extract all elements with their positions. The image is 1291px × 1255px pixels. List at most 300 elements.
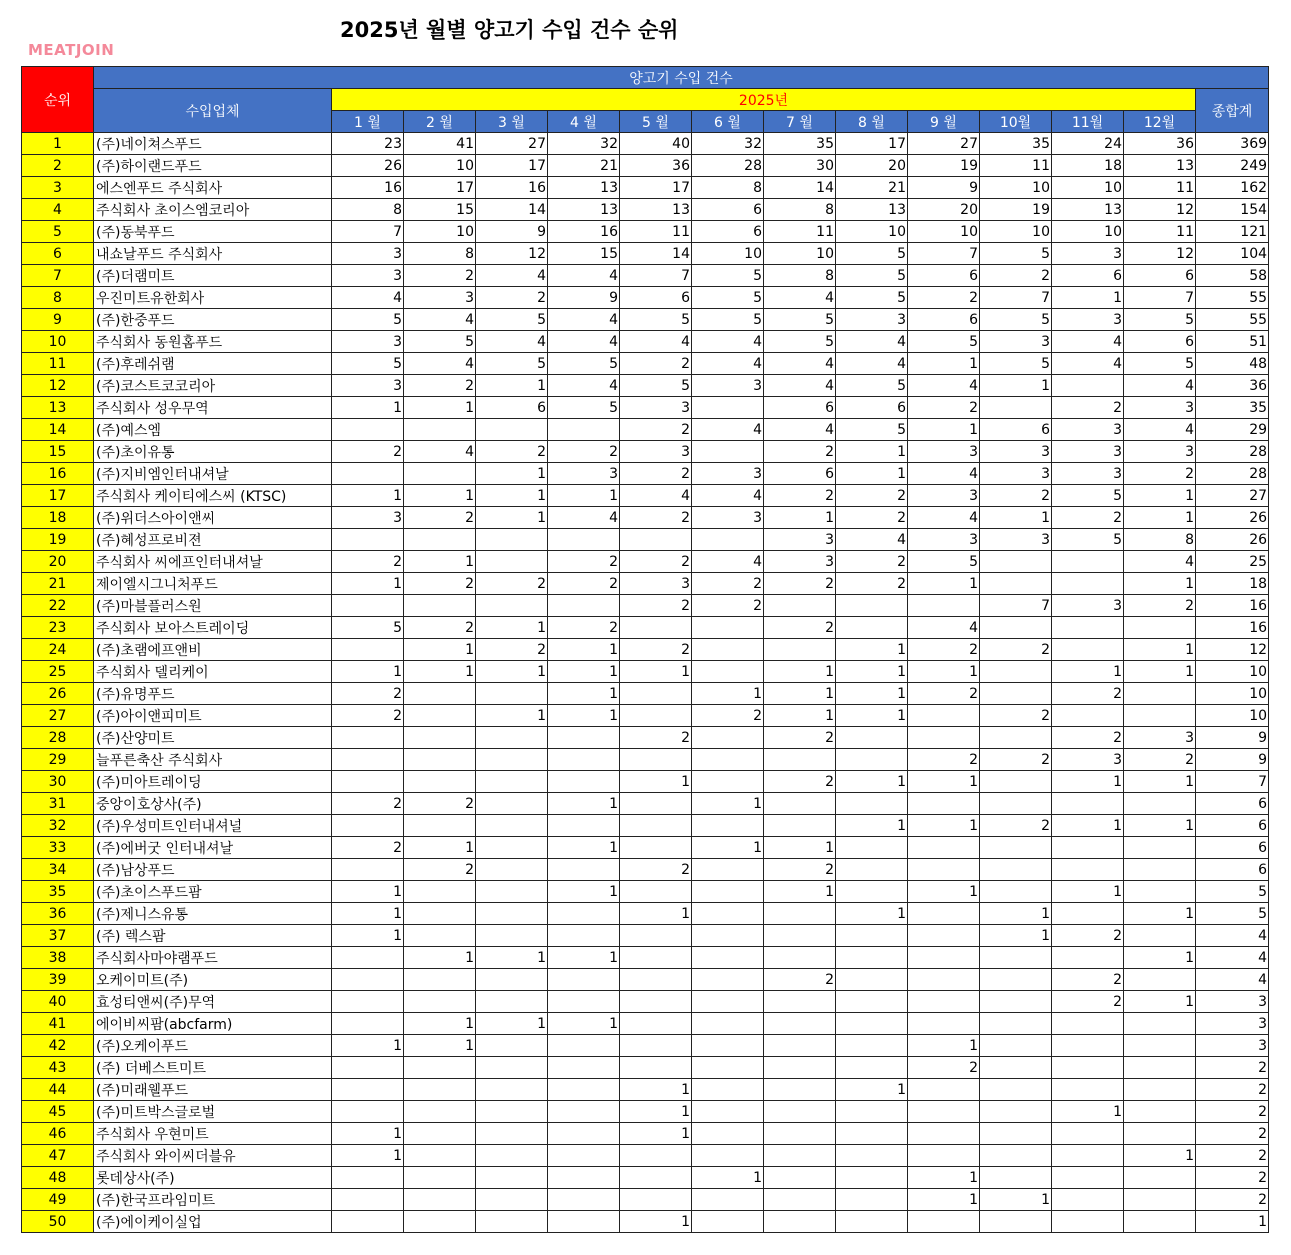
month-cell: 2 xyxy=(620,639,692,661)
month-cell xyxy=(836,727,908,749)
month-cell: 7 xyxy=(620,265,692,287)
total-cell: 121 xyxy=(1196,221,1269,243)
month-cell: 1 xyxy=(548,705,620,727)
rank-cell: 23 xyxy=(22,617,94,639)
month-cell: 3 xyxy=(332,375,404,397)
month-cell: 4 xyxy=(836,529,908,551)
total-cell: 58 xyxy=(1196,265,1269,287)
month-cell: 2 xyxy=(332,793,404,815)
month-cell xyxy=(1052,705,1124,727)
total-cell: 6 xyxy=(1196,815,1269,837)
month-cell: 1 xyxy=(620,771,692,793)
month-cell: 5 xyxy=(332,353,404,375)
month-cell xyxy=(980,617,1052,639)
month-cell xyxy=(980,661,1052,683)
month-cell xyxy=(980,683,1052,705)
month-cell: 2 xyxy=(764,727,836,749)
month-cell xyxy=(476,969,548,991)
month-cell: 3 xyxy=(620,397,692,419)
total-cell: 2 xyxy=(1196,1145,1269,1167)
month-cell: 3 xyxy=(1052,243,1124,265)
month-cell: 1 xyxy=(620,661,692,683)
month-cell xyxy=(1124,1211,1196,1233)
month-cell xyxy=(404,705,476,727)
month-cell xyxy=(1124,969,1196,991)
month-cell xyxy=(404,683,476,705)
month-cell: 7 xyxy=(980,287,1052,309)
month-cell: 12 xyxy=(1124,199,1196,221)
rank-cell: 5 xyxy=(22,221,94,243)
month-cell xyxy=(332,749,404,771)
rank-cell: 4 xyxy=(22,199,94,221)
month-cell xyxy=(404,881,476,903)
month-cell: 1 xyxy=(548,947,620,969)
total-cell: 36 xyxy=(1196,375,1269,397)
month-cell: 2 xyxy=(908,749,980,771)
month-cell: 1 xyxy=(836,463,908,485)
total-cell: 18 xyxy=(1196,573,1269,595)
total-cell: 1 xyxy=(1196,1211,1269,1233)
month-header-5: 5 월 xyxy=(620,111,692,133)
month-cell xyxy=(404,1211,476,1233)
month-cell xyxy=(620,1189,692,1211)
company-cell: 주식회사 성우무역 xyxy=(94,397,332,419)
total-cell: 25 xyxy=(1196,551,1269,573)
month-cell: 4 xyxy=(548,375,620,397)
table-row xyxy=(22,1035,1269,1057)
month-cell xyxy=(692,397,764,419)
month-header-3: 3 월 xyxy=(476,111,548,133)
month-cell: 4 xyxy=(908,507,980,529)
month-cell xyxy=(404,925,476,947)
table-row xyxy=(22,573,1269,595)
month-cell: 4 xyxy=(1052,331,1124,353)
month-cell xyxy=(1052,903,1124,925)
month-cell xyxy=(620,617,692,639)
month-cell xyxy=(1124,1189,1196,1211)
month-cell: 8 xyxy=(1124,529,1196,551)
total-header: 종합계 xyxy=(1196,89,1269,133)
month-cell xyxy=(908,925,980,947)
month-cell: 7 xyxy=(1124,287,1196,309)
month-cell xyxy=(980,727,1052,749)
company-cell: (주)마블플러스원 xyxy=(94,595,332,617)
page-title: 2025년 월별 양고기 수입 건수 순위 xyxy=(340,18,679,42)
company-cell: 롯데상사(주) xyxy=(94,1167,332,1189)
month-cell: 1 xyxy=(548,837,620,859)
table-row xyxy=(22,859,1269,881)
month-cell: 16 xyxy=(476,177,548,199)
month-cell xyxy=(404,815,476,837)
month-header-11: 11월 xyxy=(1052,111,1124,133)
month-cell: 4 xyxy=(404,309,476,331)
rank-cell: 42 xyxy=(22,1035,94,1057)
month-cell: 2 xyxy=(836,551,908,573)
month-cell xyxy=(692,749,764,771)
month-cell: 1 xyxy=(980,507,1052,529)
table-row xyxy=(22,903,1269,925)
company-cell: (주)하이랜드푸드 xyxy=(94,155,332,177)
company-cell: (주)초이스푸드팜 xyxy=(94,881,332,903)
month-cell: 4 xyxy=(332,287,404,309)
month-cell xyxy=(908,705,980,727)
month-cell xyxy=(908,1123,980,1145)
month-cell xyxy=(548,1035,620,1057)
month-cell xyxy=(332,639,404,661)
month-cell: 5 xyxy=(548,397,620,419)
company-cell: 에스엔푸드 주식회사 xyxy=(94,177,332,199)
month-cell xyxy=(404,771,476,793)
month-cell: 1 xyxy=(1124,771,1196,793)
month-cell xyxy=(404,1101,476,1123)
month-cell: 21 xyxy=(548,155,620,177)
month-cell xyxy=(908,1013,980,1035)
month-cell xyxy=(548,595,620,617)
month-cell: 11 xyxy=(1124,221,1196,243)
month-cell xyxy=(980,1079,1052,1101)
total-cell: 10 xyxy=(1196,683,1269,705)
table-row xyxy=(22,1189,1269,1211)
month-cell: 5 xyxy=(764,331,836,353)
month-cell xyxy=(836,595,908,617)
month-cell xyxy=(1124,1123,1196,1145)
month-cell xyxy=(764,1035,836,1057)
rank-cell: 18 xyxy=(22,507,94,529)
total-cell: 26 xyxy=(1196,507,1269,529)
month-cell xyxy=(332,1211,404,1233)
month-cell: 1 xyxy=(836,661,908,683)
month-cell: 17 xyxy=(476,155,548,177)
total-cell: 4 xyxy=(1196,925,1269,947)
month-cell xyxy=(764,1123,836,1145)
month-cell: 1 xyxy=(332,573,404,595)
month-cell: 1 xyxy=(404,947,476,969)
month-cell xyxy=(764,815,836,837)
month-cell xyxy=(620,1145,692,1167)
month-cell: 5 xyxy=(332,309,404,331)
month-cell: 1 xyxy=(620,1101,692,1123)
month-cell: 8 xyxy=(404,243,476,265)
rank-cell: 36 xyxy=(22,903,94,925)
month-cell: 1 xyxy=(908,881,980,903)
month-cell: 35 xyxy=(764,133,836,155)
month-cell xyxy=(1052,1057,1124,1079)
month-cell: 2 xyxy=(620,353,692,375)
month-cell: 1 xyxy=(548,881,620,903)
total-cell: 2 xyxy=(1196,1167,1269,1189)
month-cell xyxy=(332,419,404,441)
rank-cell: 35 xyxy=(22,881,94,903)
month-cell xyxy=(764,1189,836,1211)
rank-cell: 41 xyxy=(22,1013,94,1035)
month-cell xyxy=(764,1101,836,1123)
company-cell: (주)오케이푸드 xyxy=(94,1035,332,1057)
month-cell: 4 xyxy=(1052,353,1124,375)
month-cell: 6 xyxy=(620,287,692,309)
month-cell: 3 xyxy=(332,331,404,353)
company-cell: (주)더램미트 xyxy=(94,265,332,287)
month-cell xyxy=(476,1101,548,1123)
total-cell: 51 xyxy=(1196,331,1269,353)
month-cell: 1 xyxy=(980,903,1052,925)
month-cell: 1 xyxy=(332,397,404,419)
month-cell: 13 xyxy=(620,199,692,221)
rank-cell: 39 xyxy=(22,969,94,991)
month-cell xyxy=(908,727,980,749)
company-cell: (주)코스트코코리아 xyxy=(94,375,332,397)
table-row xyxy=(22,815,1269,837)
month-cell: 5 xyxy=(908,551,980,573)
table-row xyxy=(22,947,1269,969)
month-cell: 2 xyxy=(836,507,908,529)
month-header-6: 6 월 xyxy=(692,111,764,133)
month-cell: 6 xyxy=(1124,331,1196,353)
month-cell: 14 xyxy=(620,243,692,265)
month-cell: 3 xyxy=(908,485,980,507)
month-cell: 5 xyxy=(836,375,908,397)
month-cell xyxy=(620,881,692,903)
table-row xyxy=(22,1167,1269,1189)
month-cell xyxy=(404,1123,476,1145)
month-cell xyxy=(908,837,980,859)
month-cell: 36 xyxy=(620,155,692,177)
month-cell: 3 xyxy=(1124,727,1196,749)
month-cell: 3 xyxy=(620,441,692,463)
month-cell xyxy=(1124,1079,1196,1101)
month-cell xyxy=(404,595,476,617)
month-cell xyxy=(332,1167,404,1189)
month-cell: 3 xyxy=(764,529,836,551)
month-cell xyxy=(1124,705,1196,727)
month-cell xyxy=(476,595,548,617)
month-cell: 3 xyxy=(548,463,620,485)
rank-cell: 11 xyxy=(22,353,94,375)
month-cell xyxy=(548,1123,620,1145)
company-cell: (주)미래웰푸드 xyxy=(94,1079,332,1101)
table-row xyxy=(22,705,1269,727)
month-cell: 2 xyxy=(764,771,836,793)
month-cell: 3 xyxy=(980,441,1052,463)
table-row xyxy=(22,155,1269,177)
month-cell: 6 xyxy=(692,199,764,221)
company-cell: 중앙이호상사(주) xyxy=(94,793,332,815)
month-cell: 12 xyxy=(1124,243,1196,265)
month-cell: 1 xyxy=(692,837,764,859)
total-cell: 28 xyxy=(1196,441,1269,463)
month-cell xyxy=(332,1101,404,1123)
month-cell xyxy=(620,793,692,815)
month-cell xyxy=(692,639,764,661)
month-cell: 2 xyxy=(548,573,620,595)
month-cell xyxy=(908,969,980,991)
company-cell: (주)에버굿 인터내셔날 xyxy=(94,837,332,859)
month-cell: 15 xyxy=(548,243,620,265)
month-cell: 4 xyxy=(908,463,980,485)
rank-cell: 40 xyxy=(22,991,94,1013)
month-cell xyxy=(332,1189,404,1211)
month-cell: 5 xyxy=(836,287,908,309)
month-cell xyxy=(836,1101,908,1123)
month-cell xyxy=(332,595,404,617)
month-cell: 1 xyxy=(836,815,908,837)
company-cell: (주) 더베스트미트 xyxy=(94,1057,332,1079)
month-cell xyxy=(908,1079,980,1101)
month-cell: 1 xyxy=(764,507,836,529)
month-cell: 24 xyxy=(1052,133,1124,155)
total-cell: 3 xyxy=(1196,1013,1269,1035)
company-cell: (주)제니스유통 xyxy=(94,903,332,925)
month-cell: 17 xyxy=(836,133,908,155)
month-cell xyxy=(332,1079,404,1101)
company-cell: (주)미아트레이딩 xyxy=(94,771,332,793)
month-cell xyxy=(620,1057,692,1079)
month-cell: 1 xyxy=(1124,507,1196,529)
month-cell xyxy=(476,727,548,749)
month-cell: 3 xyxy=(1124,441,1196,463)
month-cell xyxy=(1052,1123,1124,1145)
month-cell: 1 xyxy=(980,1189,1052,1211)
month-cell: 16 xyxy=(332,177,404,199)
table-row xyxy=(22,243,1269,265)
month-cell xyxy=(476,1189,548,1211)
month-cell: 41 xyxy=(404,133,476,155)
month-cell: 1 xyxy=(1052,815,1124,837)
month-cell xyxy=(836,793,908,815)
table-row xyxy=(22,507,1269,529)
month-cell: 2 xyxy=(620,507,692,529)
month-cell: 4 xyxy=(692,551,764,573)
rank-cell: 43 xyxy=(22,1057,94,1079)
month-cell: 5 xyxy=(404,331,476,353)
month-cell: 2 xyxy=(620,727,692,749)
company-cell: (주)네이쳐스푸드 xyxy=(94,133,332,155)
month-cell: 2 xyxy=(404,617,476,639)
month-cell: 5 xyxy=(692,265,764,287)
month-cell: 6 xyxy=(1124,265,1196,287)
rank-cell: 48 xyxy=(22,1167,94,1189)
month-cell xyxy=(332,771,404,793)
total-cell: 16 xyxy=(1196,617,1269,639)
month-cell: 2 xyxy=(980,265,1052,287)
month-cell: 2 xyxy=(1052,925,1124,947)
rank-cell: 24 xyxy=(22,639,94,661)
month-cell xyxy=(1052,837,1124,859)
total-cell: 4 xyxy=(1196,969,1269,991)
month-cell xyxy=(548,727,620,749)
table-row xyxy=(22,397,1269,419)
month-cell xyxy=(908,991,980,1013)
month-cell xyxy=(1052,1035,1124,1057)
meatjoin-logo: MEATJOIN xyxy=(28,41,115,59)
month-cell: 4 xyxy=(548,309,620,331)
month-cell xyxy=(404,1167,476,1189)
company-cell: 주식회사마야램푸드 xyxy=(94,947,332,969)
month-cell: 4 xyxy=(548,265,620,287)
month-cell: 2 xyxy=(332,441,404,463)
month-cell: 6 xyxy=(1052,265,1124,287)
month-cell xyxy=(404,1189,476,1211)
month-cell xyxy=(620,1167,692,1189)
month-cell: 2 xyxy=(476,441,548,463)
company-cell: 제이엘시그니처푸드 xyxy=(94,573,332,595)
total-cell: 2 xyxy=(1196,1057,1269,1079)
month-cell: 10 xyxy=(404,155,476,177)
month-cell xyxy=(692,617,764,639)
month-cell xyxy=(404,991,476,1013)
month-cell: 1 xyxy=(476,375,548,397)
month-cell xyxy=(548,1101,620,1123)
month-cell xyxy=(620,837,692,859)
month-cell: 2 xyxy=(404,265,476,287)
month-cell xyxy=(1052,1079,1124,1101)
month-cell: 2 xyxy=(980,749,1052,771)
month-cell: 1 xyxy=(404,661,476,683)
import-ranking-table xyxy=(21,66,1269,1233)
month-cell xyxy=(548,419,620,441)
month-header-9: 9 월 xyxy=(908,111,980,133)
month-cell: 2 xyxy=(620,859,692,881)
month-cell: 7 xyxy=(908,243,980,265)
month-cell: 8 xyxy=(764,265,836,287)
month-cell: 2 xyxy=(1124,595,1196,617)
company-cell: (주)한국프라임미트 xyxy=(94,1189,332,1211)
month-cell: 17 xyxy=(620,177,692,199)
month-cell xyxy=(764,1013,836,1035)
month-cell: 1 xyxy=(1124,1145,1196,1167)
month-cell xyxy=(476,1079,548,1101)
month-cell xyxy=(692,441,764,463)
month-cell xyxy=(764,903,836,925)
month-cell: 1 xyxy=(332,1123,404,1145)
month-cell xyxy=(764,749,836,771)
month-cell: 1 xyxy=(332,881,404,903)
month-cell xyxy=(692,661,764,683)
month-cell: 7 xyxy=(332,221,404,243)
month-cell: 2 xyxy=(764,573,836,595)
month-cell xyxy=(1124,837,1196,859)
month-cell xyxy=(692,1123,764,1145)
company-cell: (주)유명푸드 xyxy=(94,683,332,705)
month-cell: 3 xyxy=(1052,309,1124,331)
month-cell xyxy=(476,903,548,925)
table-row xyxy=(22,595,1269,617)
month-cell xyxy=(476,1057,548,1079)
month-cell xyxy=(764,1145,836,1167)
month-cell xyxy=(692,727,764,749)
month-cell: 1 xyxy=(764,881,836,903)
month-cell: 4 xyxy=(548,331,620,353)
month-cell xyxy=(620,683,692,705)
month-cell: 35 xyxy=(980,133,1052,155)
month-cell: 2 xyxy=(980,705,1052,727)
month-cell xyxy=(548,1167,620,1189)
company-cell: 주식회사 우현미트 xyxy=(94,1123,332,1145)
month-cell: 3 xyxy=(1052,595,1124,617)
total-cell: 55 xyxy=(1196,309,1269,331)
month-cell: 1 xyxy=(548,639,620,661)
table-row xyxy=(22,969,1269,991)
month-cell xyxy=(908,903,980,925)
month-cell: 5 xyxy=(764,309,836,331)
month-cell xyxy=(1124,1035,1196,1057)
company-cell: (주)아이앤피미트 xyxy=(94,705,332,727)
total-cell: 3 xyxy=(1196,1035,1269,1057)
month-cell xyxy=(548,969,620,991)
company-cell: 주식회사 동원홈푸드 xyxy=(94,331,332,353)
rank-cell: 1 xyxy=(22,133,94,155)
month-cell: 1 xyxy=(548,793,620,815)
month-cell xyxy=(836,881,908,903)
